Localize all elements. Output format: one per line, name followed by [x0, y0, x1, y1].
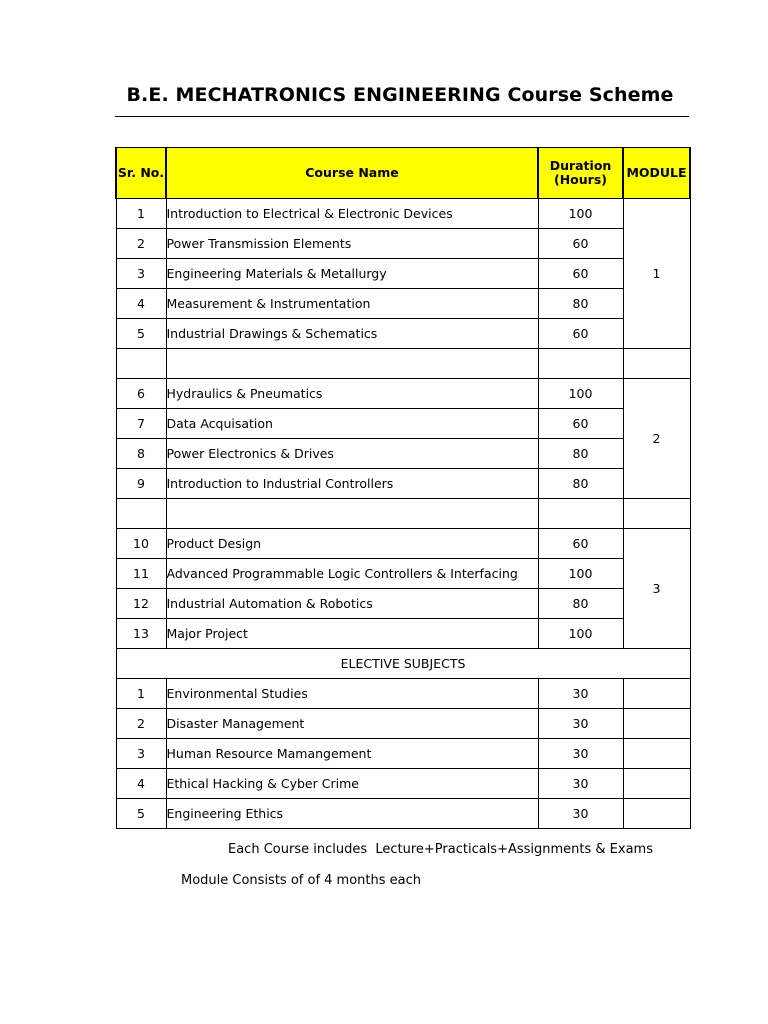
row-sr: 13 — [116, 619, 166, 649]
elective-subjects-title: ELECTIVE SUBJECTS — [116, 649, 690, 679]
row-course-name: Data Acquisation — [166, 409, 538, 439]
elective-row — [116, 709, 690, 739]
header-course-name: Course Name — [166, 148, 538, 199]
row-sr: 2 — [116, 229, 166, 259]
module-1-cell: 1 — [623, 199, 690, 349]
table-row — [116, 289, 690, 319]
row-sr: 4 — [116, 289, 166, 319]
row-course-name: Power Electronics & Drives — [166, 439, 538, 469]
module-2-cell: 2 — [623, 379, 690, 499]
spacer-cell — [538, 499, 623, 529]
row-duration: 30 — [538, 679, 623, 709]
row-sr: 12 — [116, 589, 166, 619]
header-duration-line2: (Hours) — [554, 172, 607, 187]
row-duration: 60 — [538, 409, 623, 439]
row-duration: 30 — [538, 739, 623, 769]
row-duration: 60 — [538, 229, 623, 259]
row-module-empty — [623, 709, 690, 739]
table-header-row — [116, 148, 690, 199]
spacer-cell — [538, 349, 623, 379]
header-duration-line1: Duration — [549, 158, 612, 173]
row-duration: 80 — [538, 289, 623, 319]
row-course-name: Engineering Materials & Metallurgy — [166, 259, 538, 289]
header-sr-no: Sr. No. — [116, 148, 166, 199]
row-sr: 8 — [116, 439, 166, 469]
table-row — [116, 619, 690, 649]
row-duration: 100 — [538, 619, 623, 649]
table-row — [116, 559, 690, 589]
row-duration: 60 — [538, 529, 623, 559]
row-duration: 30 — [538, 709, 623, 739]
row-sr: 3 — [116, 739, 166, 769]
row-sr: 3 — [116, 259, 166, 289]
row-duration: 100 — [538, 379, 623, 409]
elective-row — [116, 739, 690, 769]
row-sr: 10 — [116, 529, 166, 559]
row-duration: 60 — [538, 259, 623, 289]
row-sr: 7 — [116, 409, 166, 439]
table-row — [116, 319, 690, 349]
row-duration: 80 — [538, 469, 623, 499]
row-course-name: Advanced Programmable Logic Controllers & Interfacing — [166, 559, 538, 589]
table-row — [116, 589, 690, 619]
elective-row — [116, 769, 690, 799]
spacer-cell — [623, 349, 690, 379]
row-course-name: Disaster Management — [166, 709, 538, 739]
spacer-row — [116, 499, 690, 529]
spacer-cell — [116, 499, 166, 529]
row-course-name: Introduction to Electrical & Electronic Devices — [166, 199, 538, 229]
row-sr: 5 — [116, 319, 166, 349]
elective-title-row — [116, 649, 690, 679]
row-duration: 100 — [538, 559, 623, 589]
row-course-name: Human Resource Mamangement — [166, 739, 538, 769]
table-row — [116, 259, 690, 289]
row-sr: 9 — [116, 469, 166, 499]
spacer-cell — [166, 499, 538, 529]
row-course-name: Introduction to Industrial Controllers — [166, 469, 538, 499]
row-course-name: Measurement & Instrumentation — [166, 289, 538, 319]
page-title: B.E. MECHATRONICS ENGINEERING Course Scheme — [126, 84, 674, 106]
table-row — [116, 199, 690, 229]
row-course-name: Major Project — [166, 619, 538, 649]
spacer-cell — [116, 349, 166, 379]
row-duration: 80 — [538, 439, 623, 469]
elective-row — [116, 799, 690, 829]
row-course-name: Industrial Automation & Robotics — [166, 589, 538, 619]
row-course-name: Environmental Studies — [166, 679, 538, 709]
table-row — [116, 469, 690, 499]
row-duration: 80 — [538, 589, 623, 619]
row-sr: 1 — [116, 199, 166, 229]
row-course-name: Hydraulics & Pneumatics — [166, 379, 538, 409]
row-duration: 30 — [538, 769, 623, 799]
row-course-name: Product Design — [166, 529, 538, 559]
row-sr: 11 — [116, 559, 166, 589]
row-module-empty — [623, 799, 690, 829]
row-sr: 2 — [116, 709, 166, 739]
table-row — [116, 529, 690, 559]
row-duration: 100 — [538, 199, 623, 229]
row-module-empty — [623, 769, 690, 799]
module-duration-note: Module Consists of of 4 months each — [181, 873, 422, 888]
row-course-name: Ethical Hacking & Cyber Crime — [166, 769, 538, 799]
row-duration: 30 — [538, 799, 623, 829]
row-module-empty — [623, 679, 690, 709]
course-scheme-table — [115, 147, 691, 829]
spacer-row — [116, 349, 690, 379]
row-course-name: Industrial Drawings & Schematics — [166, 319, 538, 349]
spacer-cell — [623, 499, 690, 529]
row-sr: 5 — [116, 799, 166, 829]
header-duration — [538, 148, 623, 199]
spacer-cell — [166, 349, 538, 379]
table-row — [116, 379, 690, 409]
row-course-name: Power Transmission Elements — [166, 229, 538, 259]
row-course-name: Engineering Ethics — [166, 799, 538, 829]
course-includes-note: Each Course includes Lecture+Practicals+Assignments & Exams — [228, 842, 653, 857]
title-underline — [115, 116, 689, 117]
table-row — [116, 229, 690, 259]
row-duration: 60 — [538, 319, 623, 349]
table-row — [116, 409, 690, 439]
row-sr: 6 — [116, 379, 166, 409]
table-row — [116, 439, 690, 469]
module-3-cell: 3 — [623, 529, 690, 649]
elective-row — [116, 679, 690, 709]
header-module: MODULE — [623, 148, 690, 199]
row-module-empty — [623, 739, 690, 769]
row-sr: 1 — [116, 679, 166, 709]
row-sr: 4 — [116, 769, 166, 799]
